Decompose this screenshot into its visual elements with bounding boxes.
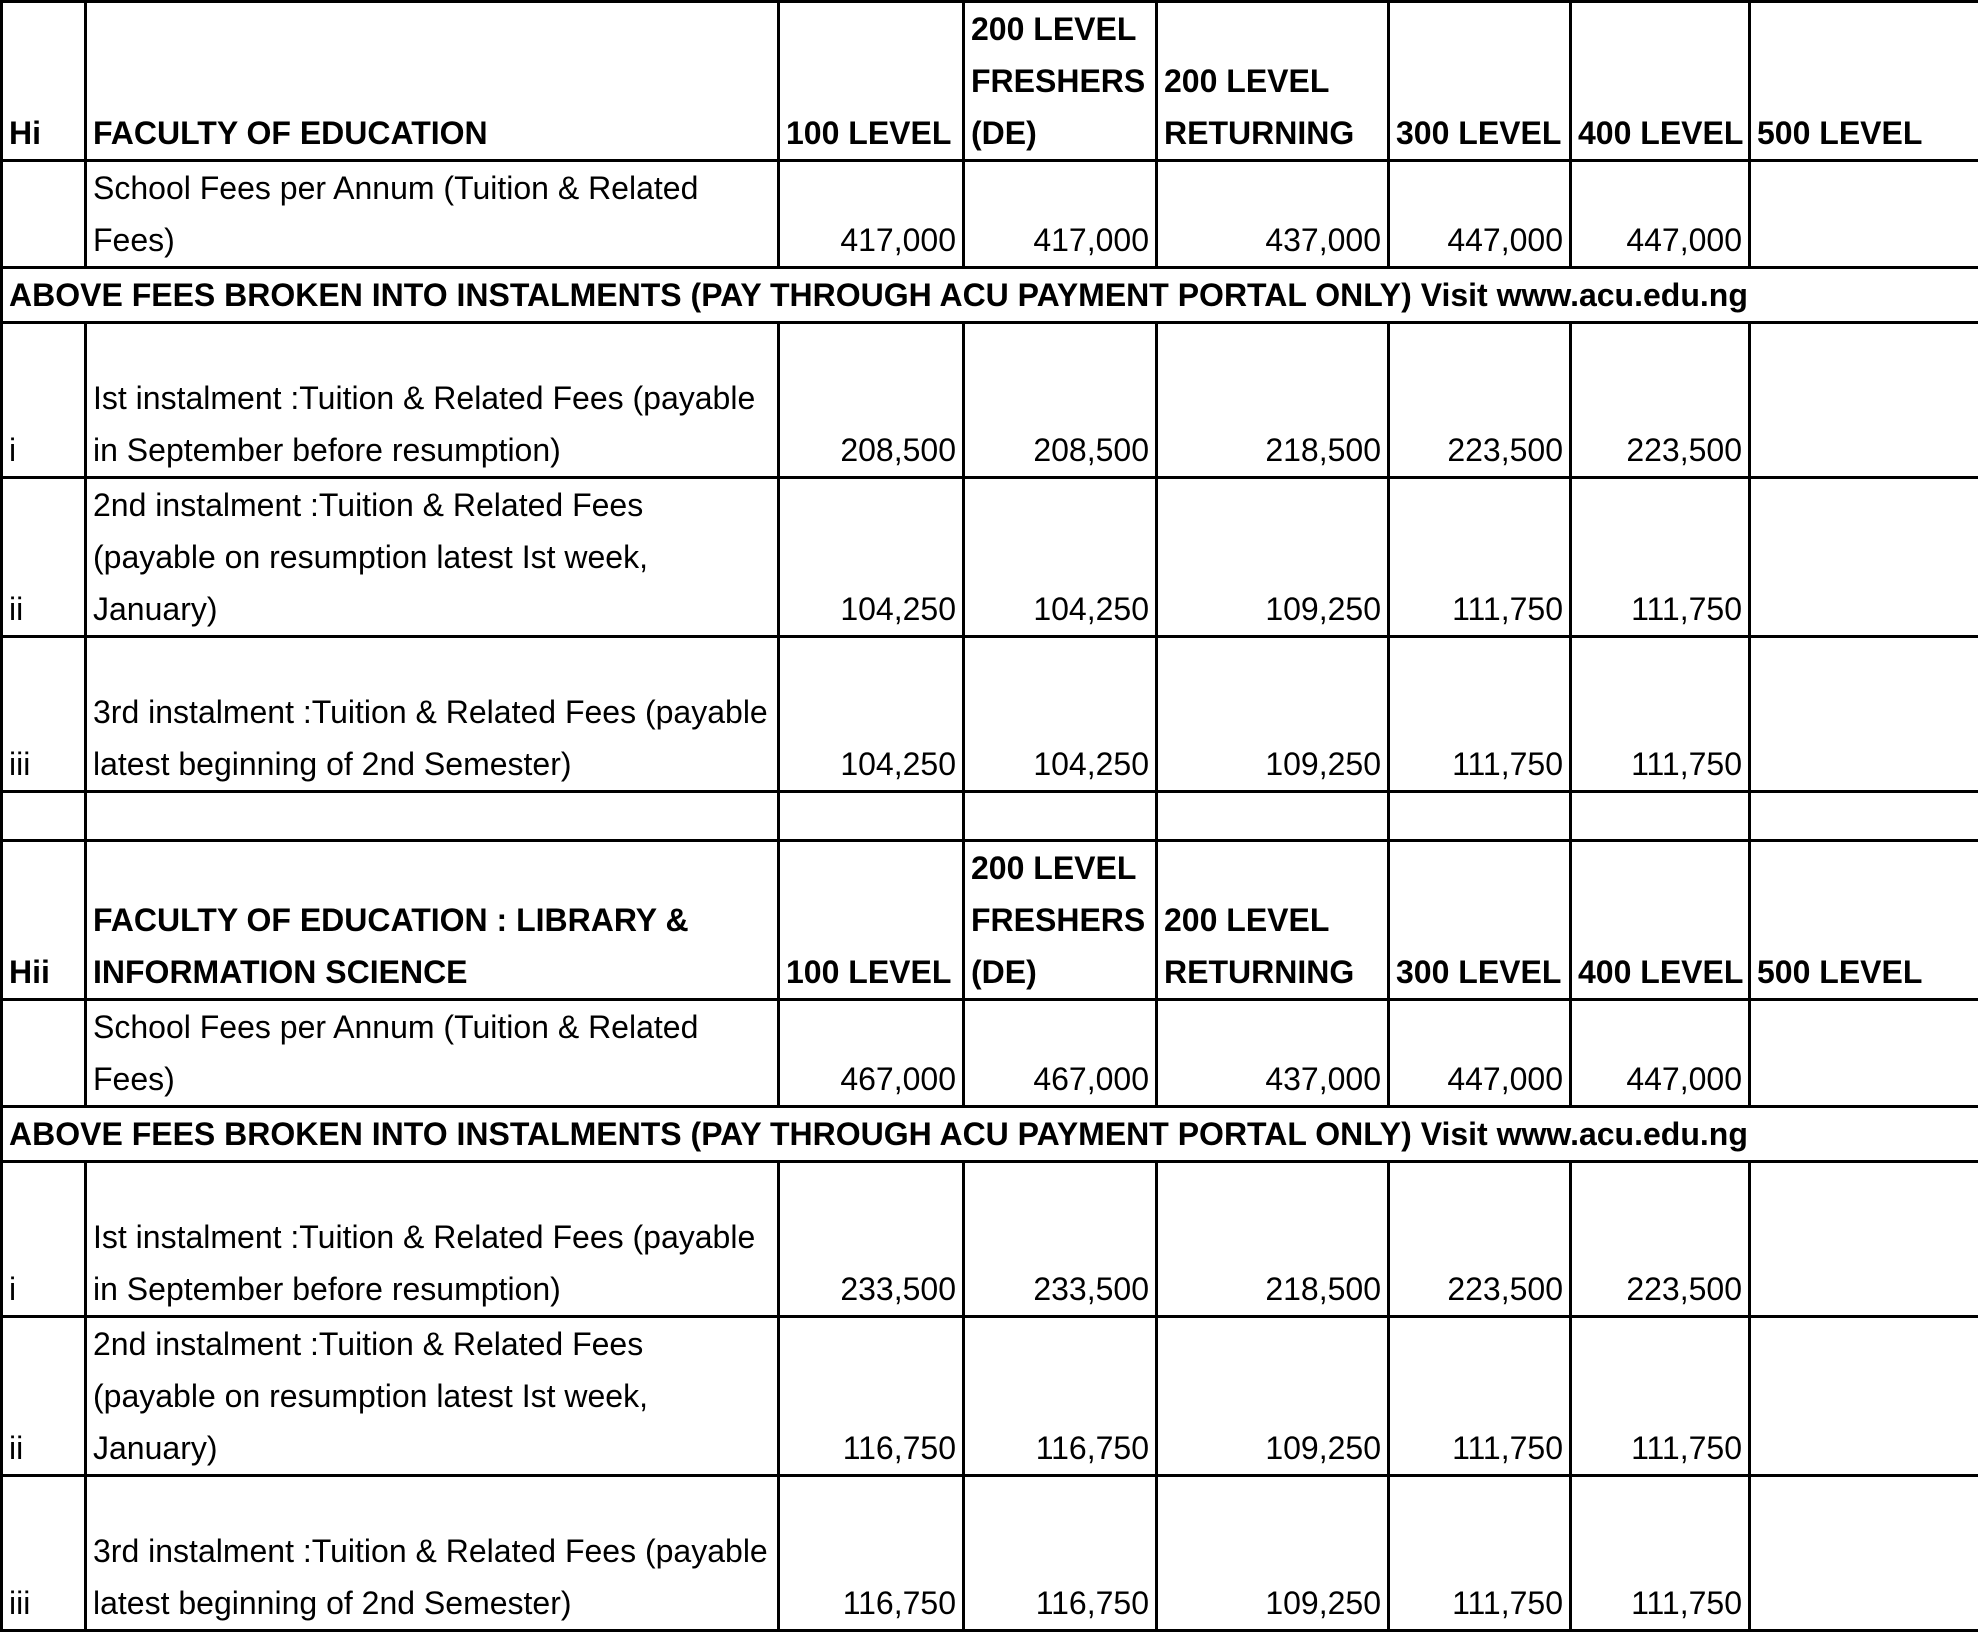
fee-cell: 111,750 — [1389, 1476, 1571, 1631]
fee-cell: 447,000 — [1389, 1000, 1571, 1107]
fee-cell: 467,000 — [779, 1000, 964, 1107]
fee-cell: 223,500 — [1389, 1162, 1571, 1317]
banner-row — [2, 1107, 1978, 1162]
fee-cell: 447,000 — [1571, 1000, 1750, 1107]
column-header: 200 LEVEL FRESHERS (DE) — [964, 841, 1157, 1000]
annual-fee-label: School Fees per Annum (Tuition & Related Fees) — [86, 1000, 779, 1107]
column-header: 300 LEVEL — [1389, 841, 1571, 1000]
column-header: 200 LEVEL RETURNING — [1157, 841, 1389, 1000]
instalment-label: 3rd instalment :Tuition & Related Fees (payable latest beginning of 2nd Semester) — [86, 1476, 779, 1631]
instalment-label: Ist instalment :Tuition & Related Fees (payable in September before resumption) — [86, 1162, 779, 1317]
empty-cell — [86, 792, 779, 841]
fee-cell — [1750, 1476, 1978, 1631]
fee-cell: 104,250 — [964, 637, 1157, 792]
fee-cell — [1750, 323, 1978, 478]
fee-cell: 208,500 — [779, 323, 964, 478]
fee-cell: 223,500 — [1389, 323, 1571, 478]
fee-cell: 109,250 — [1157, 637, 1389, 792]
fee-cell: 116,750 — [779, 1476, 964, 1631]
fee-cell: 437,000 — [1157, 1000, 1389, 1107]
row-code: ii — [2, 478, 86, 637]
column-header: 100 LEVEL — [779, 2, 964, 161]
empty-cell — [1571, 792, 1750, 841]
fee-cell: 109,250 — [1157, 1317, 1389, 1476]
instalment-row — [2, 1162, 1978, 1317]
row-code: ii — [2, 1317, 86, 1476]
instalment-row — [2, 1476, 1978, 1631]
instalment-row — [2, 478, 1978, 637]
section-header-row — [2, 841, 1978, 1000]
fee-cell — [1750, 161, 1978, 268]
instalment-label: Ist instalment :Tuition & Related Fees (payable in September before resumption) — [86, 323, 779, 478]
column-header: 400 LEVEL — [1571, 841, 1750, 1000]
row-code — [2, 1000, 86, 1107]
row-code: i — [2, 323, 86, 478]
row-code: iii — [2, 637, 86, 792]
fee-cell: 116,750 — [964, 1476, 1157, 1631]
fee-cell — [1750, 1000, 1978, 1107]
fee-cell: 437,000 — [1157, 161, 1389, 268]
fee-cell: 111,750 — [1571, 478, 1750, 637]
row-code — [2, 161, 86, 268]
fee-cell: 467,000 — [964, 1000, 1157, 1107]
instalment-label: 2nd instalment :Tuition & Related Fees (payable on resumption latest Ist week, January) — [86, 478, 779, 637]
column-header: 500 LEVEL — [1750, 841, 1978, 1000]
instalment-row — [2, 1317, 1978, 1476]
annual-fee-label: School Fees per Annum (Tuition & Related Fees) — [86, 161, 779, 268]
fee-cell: 218,500 — [1157, 1162, 1389, 1317]
row-code: i — [2, 1162, 86, 1317]
section-header-row — [2, 2, 1978, 161]
fee-cell: 104,250 — [964, 478, 1157, 637]
fee-cell: 223,500 — [1571, 323, 1750, 478]
annual-fee-row — [2, 1000, 1978, 1107]
fee-cell: 116,750 — [964, 1317, 1157, 1476]
fee-cell: 417,000 — [779, 161, 964, 268]
fee-cell: 447,000 — [1389, 161, 1571, 268]
instalment-banner: ABOVE FEES BROKEN INTO INSTALMENTS (PAY THROUGH ACU PAYMENT PORTAL ONLY) Visit www.acu.edu.ng — [2, 1107, 1978, 1162]
fee-cell — [1750, 478, 1978, 637]
section-code: Hi — [2, 2, 86, 161]
fee-cell: 116,750 — [779, 1317, 964, 1476]
fee-cell: 208,500 — [964, 323, 1157, 478]
instalment-row — [2, 637, 1978, 792]
empty-cell — [2, 792, 86, 841]
fee-cell — [1750, 1317, 1978, 1476]
fee-cell: 417,000 — [964, 161, 1157, 268]
column-header: 200 LEVEL FRESHERS (DE) — [964, 2, 1157, 161]
fee-cell: 447,000 — [1571, 161, 1750, 268]
fee-cell: 104,250 — [779, 478, 964, 637]
fee-cell: 218,500 — [1157, 323, 1389, 478]
fee-cell: 109,250 — [1157, 1476, 1389, 1631]
fee-cell — [1750, 637, 1978, 792]
column-header: 400 LEVEL — [1571, 2, 1750, 161]
column-header: 500 LEVEL — [1750, 2, 1978, 161]
section-title: FACULTY OF EDUCATION — [86, 2, 779, 161]
fee-cell: 111,750 — [1571, 1317, 1750, 1476]
fee-cell — [1750, 1162, 1978, 1317]
empty-cell — [1389, 792, 1571, 841]
fee-cell: 104,250 — [779, 637, 964, 792]
instalment-label: 3rd instalment :Tuition & Related Fees (payable latest beginning of 2nd Semester) — [86, 637, 779, 792]
section-code: Hii — [2, 841, 86, 1000]
section-title: FACULTY OF EDUCATION : LIBRARY & INFORMATION SCIENCE — [86, 841, 779, 1000]
empty-cell — [1750, 792, 1978, 841]
instalment-label: 2nd instalment :Tuition & Related Fees (payable on resumption latest Ist week, January) — [86, 1317, 779, 1476]
row-code: iii — [2, 1476, 86, 1631]
empty-cell — [964, 792, 1157, 841]
column-header: 100 LEVEL — [779, 841, 964, 1000]
instalment-banner: ABOVE FEES BROKEN INTO INSTALMENTS (PAY THROUGH ACU PAYMENT PORTAL ONLY) Visit www.acu.edu.ng — [2, 268, 1978, 323]
fee-cell: 111,750 — [1571, 637, 1750, 792]
fee-cell: 223,500 — [1571, 1162, 1750, 1317]
fee-cell: 111,750 — [1389, 478, 1571, 637]
empty-cell — [779, 792, 964, 841]
fee-cell: 111,750 — [1571, 1476, 1750, 1631]
instalment-row — [2, 323, 1978, 478]
column-header: 200 LEVEL RETURNING — [1157, 2, 1389, 161]
empty-cell — [1157, 792, 1389, 841]
column-header: 300 LEVEL — [1389, 2, 1571, 161]
annual-fee-row — [2, 161, 1978, 268]
fee-cell: 109,250 — [1157, 478, 1389, 637]
fee-cell: 233,500 — [779, 1162, 964, 1317]
fee-cell: 233,500 — [964, 1162, 1157, 1317]
fee-cell: 111,750 — [1389, 1317, 1571, 1476]
fee-cell: 111,750 — [1389, 637, 1571, 792]
spacer-row — [2, 792, 1978, 841]
banner-row — [2, 268, 1978, 323]
